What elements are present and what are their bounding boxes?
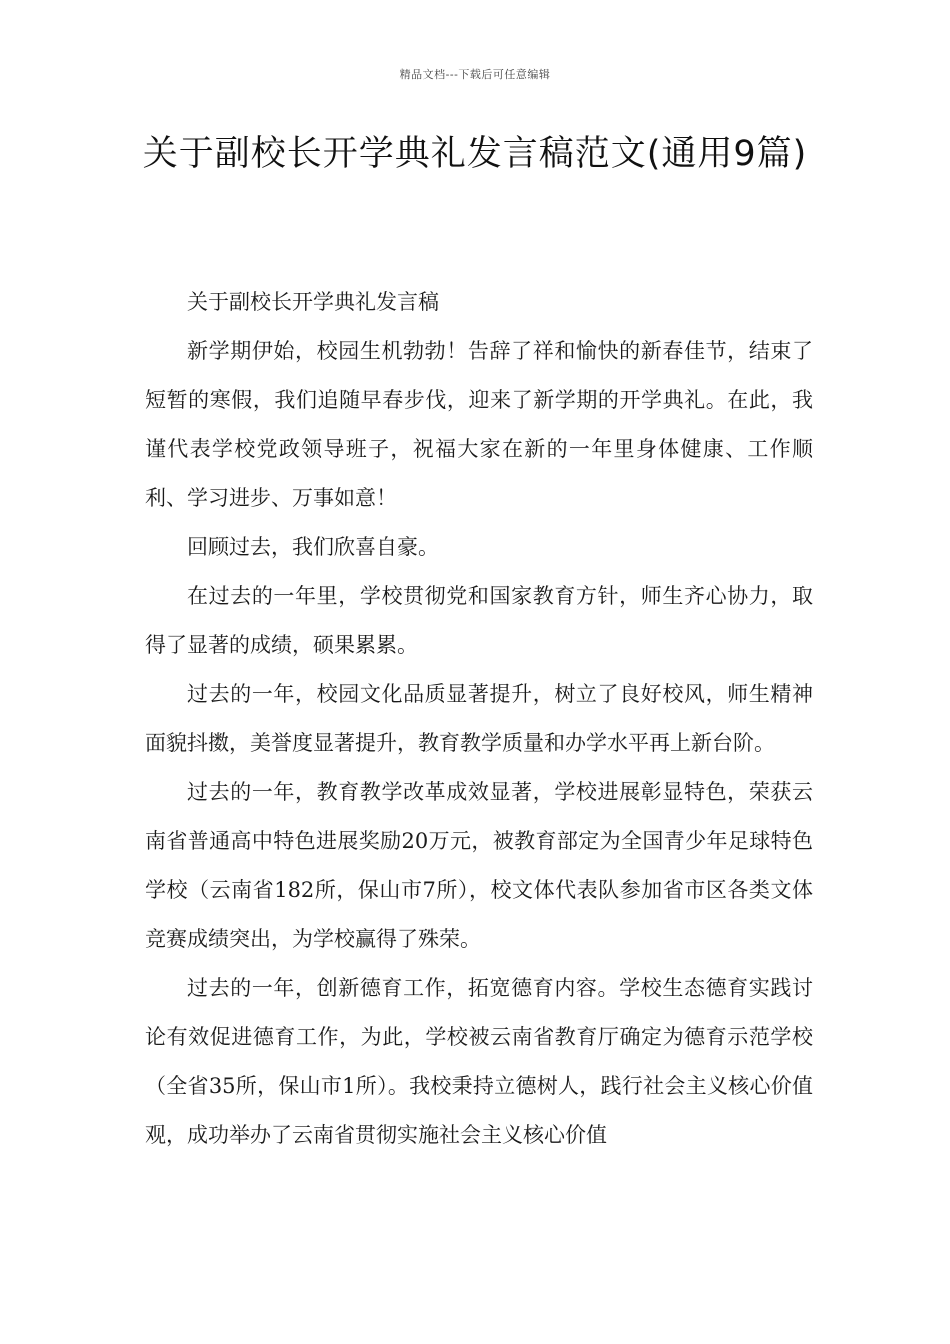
paragraph: 在过去的一年里，学校贯彻党和国家教育方针，师生齐心协力，取得了显著的成绩，硕果累累。 (145, 584, 813, 657)
paragraph: 新学期伊始，校园生机勃勃！告辞了祥和愉快的新春佳节，结束了短暂的寒假，我们追随早春步伐，迎来了新学期的开学典礼。在此，我谨代表学校党政领导班子，祝福大家在新的一年里身体健康、工作顺利、学习进步、万事如意！ (145, 339, 813, 510)
paragraph: 过去的一年，创新德育工作，拓宽德育内容。学校生态德育实践讨论有效促进德育工作，为此，学校被云南省教育厅确定为德育示范学校（全省35所，保山市1所）。我校秉持立德树人，践行社会主义核心价值观，成功举办了云南省贯彻实施社会主义核心价值 (145, 976, 813, 1147)
paragraph: 过去的一年，校园文化品质显著提升，树立了良好校风，师生精神面貌抖擞，美誉度显著提升，教育教学质量和办学水平再上新台阶。 (145, 682, 813, 755)
paragraph: 回顾过去，我们欣喜自豪。 (187, 535, 439, 559)
header-note: 精品文档---下载后可任意编辑 (399, 68, 551, 81)
paragraph: 过去的一年，教育教学改革成效显著，学校进展彰显特色，荣获云南省普通高中特色进展奖励20万元，被教育部定为全国青少年足球特色学校（云南省182所，保山市7所），校文体代表队参加省市区各类文体竞赛成绩突出，为学校赢得了殊荣。 (145, 780, 813, 951)
document-body (145, 278, 813, 1160)
document-title: 关于副校长开学典礼发言稿范文(通用9篇) (142, 134, 808, 174)
paragraph-subtitle: 关于副校长开学典礼发言稿 (187, 290, 439, 314)
